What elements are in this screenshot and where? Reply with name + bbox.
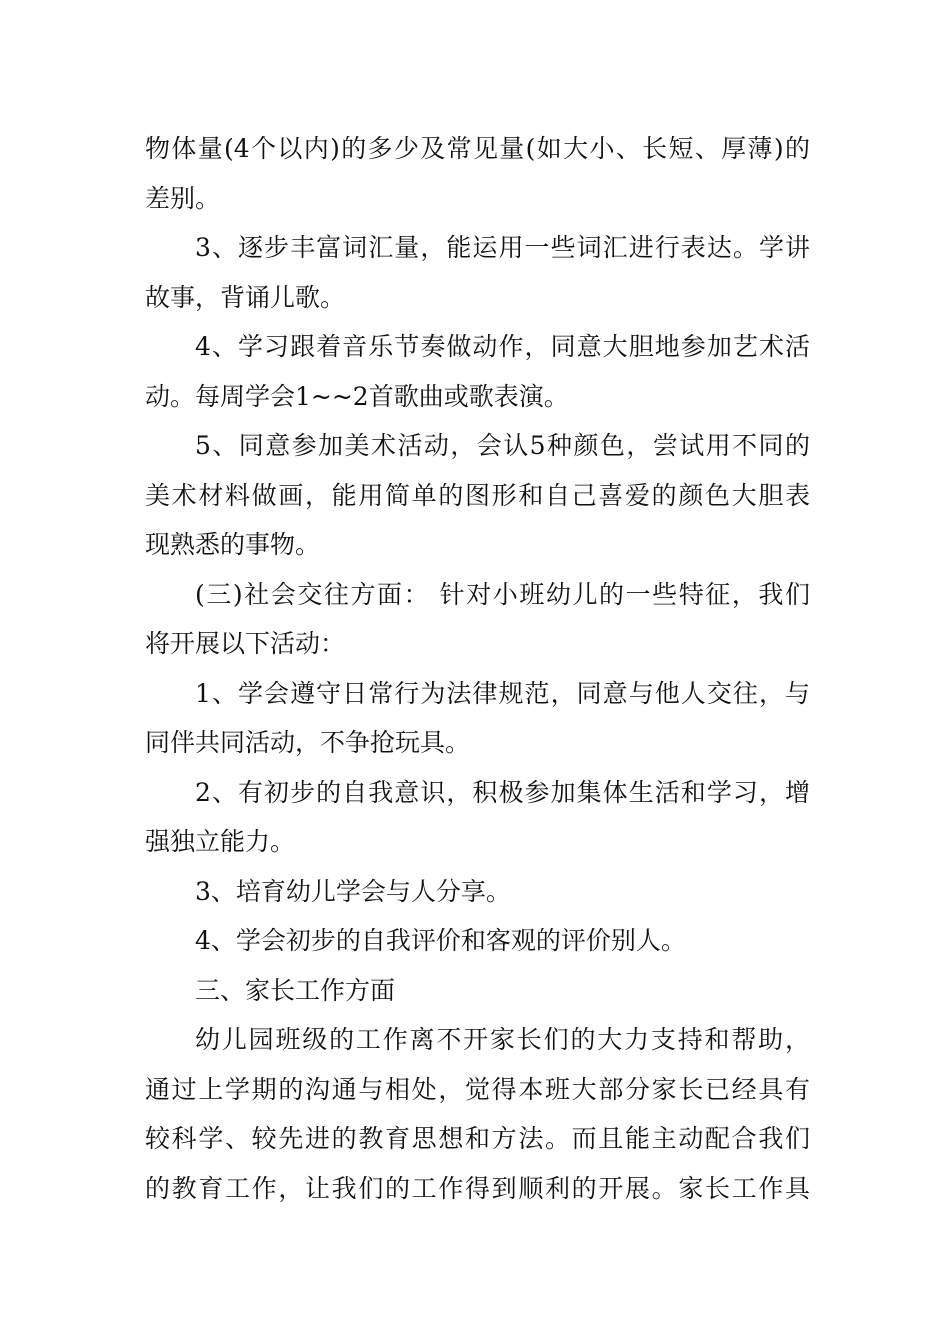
text-line: 3、逐步丰富词汇量，能运用一些词汇进行表达。学讲 <box>195 233 810 262</box>
paragraph-quantity-comparison <box>145 124 810 223</box>
text-line: 差别。 <box>145 183 221 213</box>
text-line: 幼儿园班级的工作离不开家长们的大力支持和帮助， <box>195 1025 810 1054</box>
text-line: 2、有初步的自我意识，积极参加集体生活和学习，增 <box>195 777 810 807</box>
paragraph-vocabulary <box>145 223 810 322</box>
text-line: 将开展以下活动： <box>145 629 346 658</box>
text-line: 强独立能力。 <box>145 827 296 856</box>
text-line: (三)社会交往方面： 针对小班幼儿的一些特征，我们 <box>195 579 810 609</box>
text-line: 5、同意参加美术活动，会认5种颜色，尝试用不同的 <box>195 431 810 460</box>
text-line: 动。每周学会1~~2首歌曲或歌表演。 <box>145 381 569 411</box>
text-line: 通过上学期的沟通与相处，觉得本班大部分家长已经具有 <box>145 1074 810 1104</box>
text-line: 的教育工作，让我们的工作得到顺利的开展。家长工作具 <box>145 1173 810 1203</box>
text-line: 美术材料做画，能用简单的图形和自己喜爱的颜色大胆表 <box>145 480 810 510</box>
text-line: 3、培育幼儿学会与人分享。 <box>195 876 511 906</box>
paragraph-self-awareness <box>145 768 810 867</box>
paragraph-social-rules <box>145 669 810 768</box>
paragraph-music <box>145 322 810 421</box>
text-line: 三、家长工作方面 <box>195 975 396 1005</box>
paragraph-art <box>145 421 810 570</box>
paragraph-self-evaluation <box>145 916 810 966</box>
text-line: 1、学会遵守日常行为法律规范，同意与他人交往，与 <box>195 678 810 708</box>
section-heading-parent-work <box>145 966 810 1016</box>
text-line: 故事，背诵儿歌。 <box>145 282 346 312</box>
paragraph-social-heading <box>145 570 810 669</box>
text-line: 较科学、较先进的教育思想和方法。而且能主动配合我们 <box>145 1124 810 1153</box>
text-line: 4、学习跟着音乐节奏做动作，同意大胆地参加艺术活 <box>195 332 810 361</box>
text-line: 同伴共同活动，不争抢玩具。 <box>145 728 471 757</box>
paragraph-sharing <box>145 867 810 917</box>
text-line: 4、学会初步的自我评价和客观的评价别人。 <box>195 926 686 955</box>
text-line: 物体量(4个以内)的多少及常见量(如大小、长短、厚薄)的 <box>145 134 810 163</box>
paragraph-parent-work <box>145 1015 810 1213</box>
text-line: 现熟悉的事物。 <box>145 530 321 559</box>
document-body <box>145 124 810 1213</box>
